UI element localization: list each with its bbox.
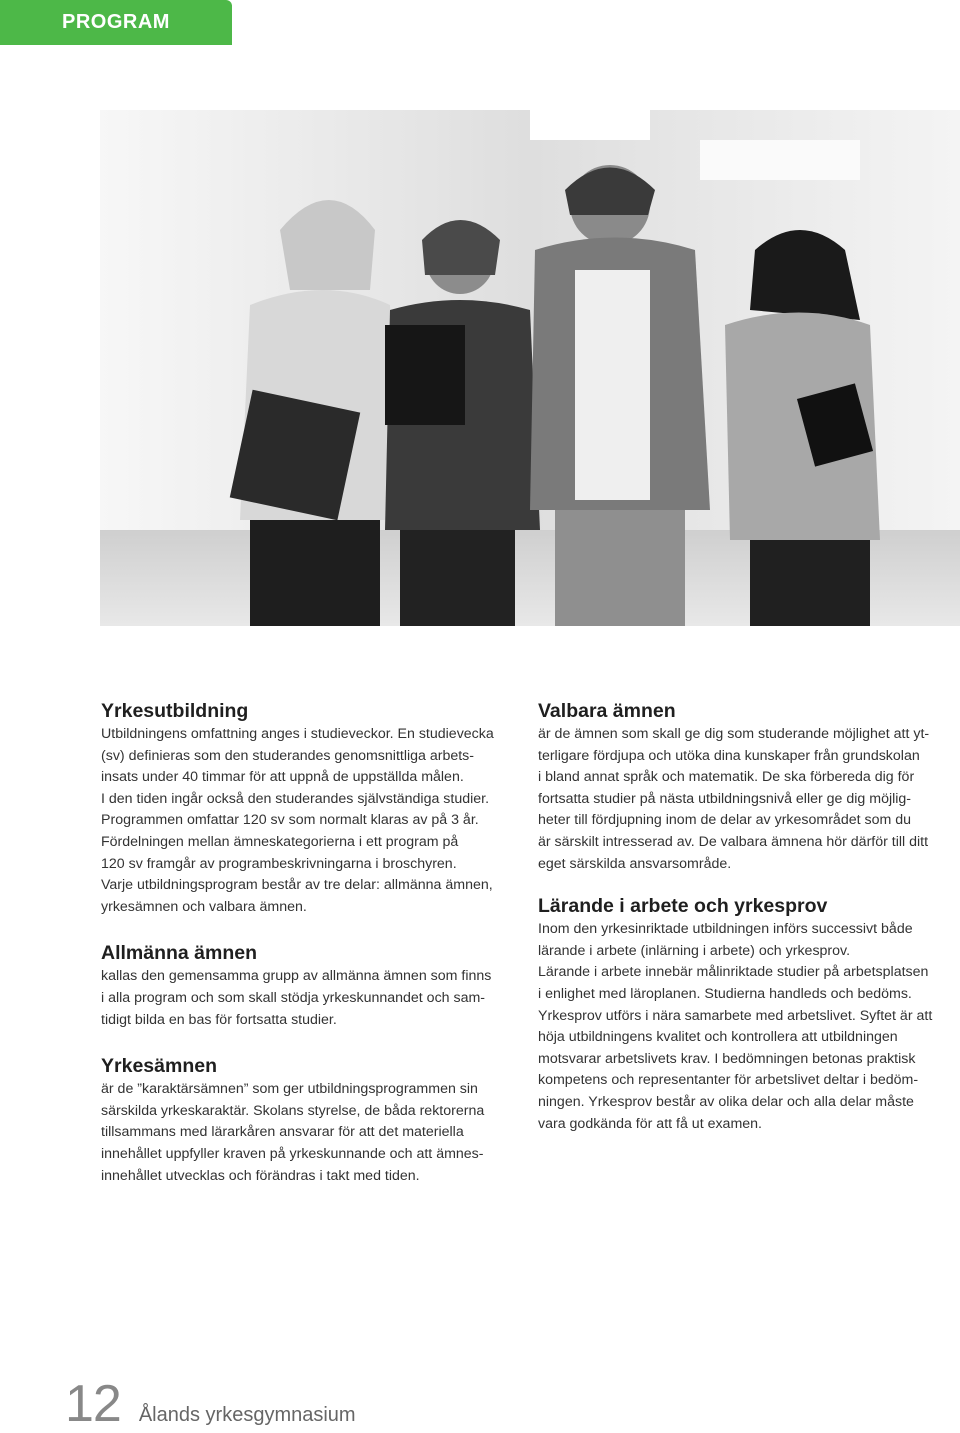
body-line: Inom den yrkesinriktade utbildningen införs successivt både xyxy=(538,921,913,938)
body-line: motsvarar arbetslivets krav. I bedömningen betonas praktisk xyxy=(538,1050,916,1067)
body-line: I den tiden ingår också den studerandes självständiga studier. xyxy=(101,790,490,807)
body-line: Lärande i arbete innebär målinriktade studier på arbetsplatsen xyxy=(538,964,929,981)
body-line: Fördelningen mellan ämneskategorierna i ett program på xyxy=(101,833,459,850)
heading-larande-i-arbete: Lärande i arbete och yrkesprov xyxy=(538,895,828,918)
page-number: 12 xyxy=(65,1375,121,1433)
body-line: Utbildningens omfattning anges i studieveckor. En studievecka xyxy=(101,726,494,742)
body-line: yrkesämnen och valbara ämnen. xyxy=(101,898,307,915)
body-line: ningen. Yrkesprov består av olika delar och alla delar måste xyxy=(538,1093,914,1110)
body-line: särskilda yrkeskaraktär. Skolans styrelse, de båda rektorerna xyxy=(101,1102,485,1119)
body-line: 120 sv framgår av programbeskrivningarna i broschyren. xyxy=(101,855,457,872)
body-line: i bland annat språk och matematik. De ska förbereda dig för xyxy=(538,769,915,786)
body-line: Programmen omfattar 120 sv som normalt klaras av på 3 år. xyxy=(101,812,479,829)
section-tab xyxy=(0,0,232,45)
heading-valbara-amnen: Valbara ämnen xyxy=(538,700,676,722)
body-line: insats under 40 timmar för att uppnå de uppställda målen. xyxy=(101,769,464,786)
body-line: är särskilt intresserad av. De valbara ämnena hör därför till ditt xyxy=(538,833,929,850)
body-line: i alla program och som skall stödja yrkeskunnandet och sam- xyxy=(101,989,486,1006)
body-line: fortsatta studier på nästa utbildningsnivå eller ge dig möjlig- xyxy=(538,790,912,807)
right-column xyxy=(538,698,958,1135)
body-line: är de ”karaktärsämnen” som ger utbildningsprogrammen sin xyxy=(101,1081,478,1098)
page-footer xyxy=(65,1370,356,1433)
body-line: i enlighet med läroplanen. Studierna handleds och bedöms. xyxy=(538,985,912,1002)
body-line: kallas den gemensamma grupp av allmänna ämnen som finns xyxy=(101,968,492,985)
students-photo-icon xyxy=(100,110,960,626)
body-line: är de ämnen som skall ge dig som studerande möjlighet att yt- xyxy=(538,726,930,742)
left-column xyxy=(101,698,526,1187)
publication-title: Ålands yrkesgymnasium xyxy=(138,1404,356,1426)
body-line: lärande i arbete (inlärning i arbete) och yrkesprov. xyxy=(538,942,851,959)
students-photo xyxy=(100,110,960,626)
body-line: Yrkesprov utförs i nära samarbete med arbetslivet. Syftet är att xyxy=(538,1007,933,1024)
body-line: heter till fördjupning inom de delar av yrkesområdet som du xyxy=(538,812,912,829)
heading-yrkesamnen: Yrkesämnen xyxy=(101,1055,217,1078)
body-line: tillsammans med lärarkåren ansvarar för att det materiella xyxy=(101,1124,464,1141)
body-line: kompetens och representanter för arbetslivet deltar i bedöm- xyxy=(538,1072,919,1089)
heading-allmanna-amnen: Allmänna ämnen xyxy=(101,942,258,965)
body-line: innehållet utvecklas och förändras i takt med tiden. xyxy=(101,1167,420,1184)
body-line: höja utbildningens kvalitet och kontrollera att utbildningen xyxy=(538,1029,898,1046)
body-line: terligare fördjupa och utöka dina kunskaper från grundskolan xyxy=(538,747,920,764)
body-line: tidigt bilda en bas för fortsatta studier. xyxy=(101,1011,337,1028)
body-line: innehållet uppfyller kraven på yrkeskunnande och att ämnes- xyxy=(101,1145,484,1162)
body-line: Varje utbildningsprogram består av tre delar: allmänna ämnen, xyxy=(101,877,493,894)
section-label: PROGRAM xyxy=(62,11,170,33)
body-line: eget särskilda ansvarsområde. xyxy=(538,855,732,872)
body-line: (sv) definieras som den studerandes genomsnittliga arbets- xyxy=(101,747,475,764)
body-line: vara godkända för att få ut examen. xyxy=(538,1115,762,1132)
heading-yrkesutbildning: Yrkesutbildning xyxy=(101,700,249,722)
